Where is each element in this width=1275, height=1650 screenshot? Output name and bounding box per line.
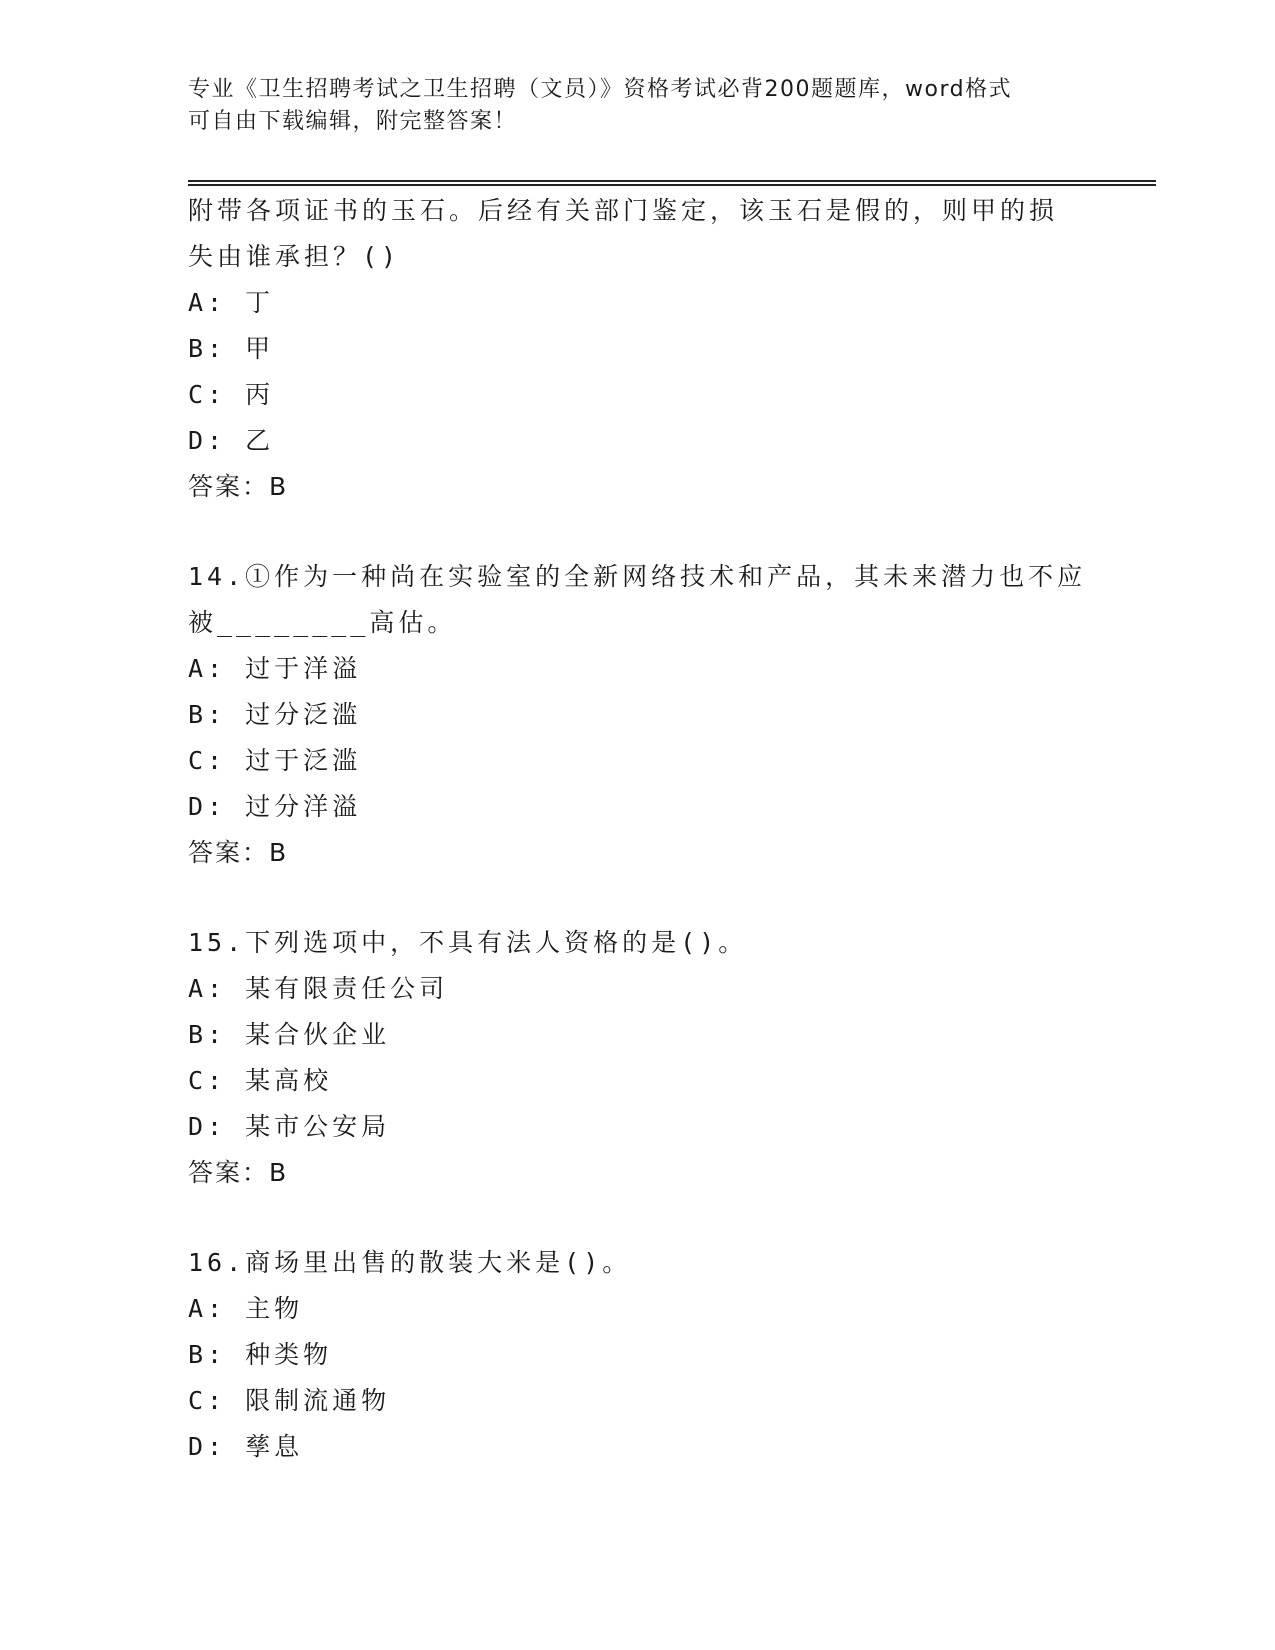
question-stem-line: 失由谁承担？() bbox=[188, 242, 401, 271]
option-a: A: 某有限责任公司 bbox=[188, 974, 449, 1003]
question-16 bbox=[188, 1240, 1088, 1470]
option-c: C: 过于泛滥 bbox=[188, 746, 362, 775]
answer-line: 答案：B bbox=[188, 838, 289, 867]
question-stem-line: 16.商场里出售的散装大米是()。 bbox=[188, 1248, 632, 1277]
question-14 bbox=[188, 554, 1088, 876]
header-divider-top bbox=[188, 180, 1156, 182]
header-title-line-2: 可自由下载编辑，附完整答案！ bbox=[188, 109, 518, 134]
header-divider-bottom bbox=[188, 184, 1156, 186]
document-header bbox=[188, 74, 1068, 138]
option-d: D: 过分洋溢 bbox=[188, 792, 362, 821]
option-c: C: 限制流通物 bbox=[188, 1386, 391, 1415]
question-13 bbox=[188, 188, 1088, 510]
question-15 bbox=[188, 920, 1088, 1196]
option-a: A: 丁 bbox=[188, 288, 275, 317]
option-c: C: 某高校 bbox=[188, 1066, 333, 1095]
header-title-line-1: 专业《卫生招聘考试之卫生招聘（文员）》资格考试必背200题题库，word格式 bbox=[188, 77, 1013, 102]
option-b: B: 某合伙企业 bbox=[188, 1020, 391, 1049]
option-b: B: 甲 bbox=[188, 334, 275, 363]
option-c: C: 丙 bbox=[188, 380, 275, 409]
question-spacer bbox=[188, 1196, 1088, 1240]
question-spacer bbox=[188, 510, 1088, 554]
option-d: D: 孳息 bbox=[188, 1432, 304, 1461]
answer-line: 答案：B bbox=[188, 1158, 289, 1187]
option-b: B: 种类物 bbox=[188, 1340, 333, 1369]
question-spacer bbox=[188, 876, 1088, 920]
option-d: D: 乙 bbox=[188, 426, 275, 455]
question-stem-line: 被________高估。 bbox=[188, 608, 457, 637]
question-stem-line: 14.①作为一种尚在实验室的全新网络技术和产品，其未来潜力也不应 bbox=[188, 562, 1087, 591]
question-stem-line: 附带各项证书的玉石。后经有关部门鉴定，该玉石是假的，则甲的损 bbox=[188, 196, 1059, 225]
option-d: D: 某市公安局 bbox=[188, 1112, 391, 1141]
option-a: A: 过于洋溢 bbox=[188, 654, 362, 683]
question-stem-line: 15.下列选项中，不具有法人资格的是()。 bbox=[188, 928, 748, 957]
option-b: B: 过分泛滥 bbox=[188, 700, 362, 729]
answer-line: 答案：B bbox=[188, 472, 289, 501]
option-a: A: 主物 bbox=[188, 1294, 304, 1323]
question-list bbox=[188, 188, 1088, 1470]
